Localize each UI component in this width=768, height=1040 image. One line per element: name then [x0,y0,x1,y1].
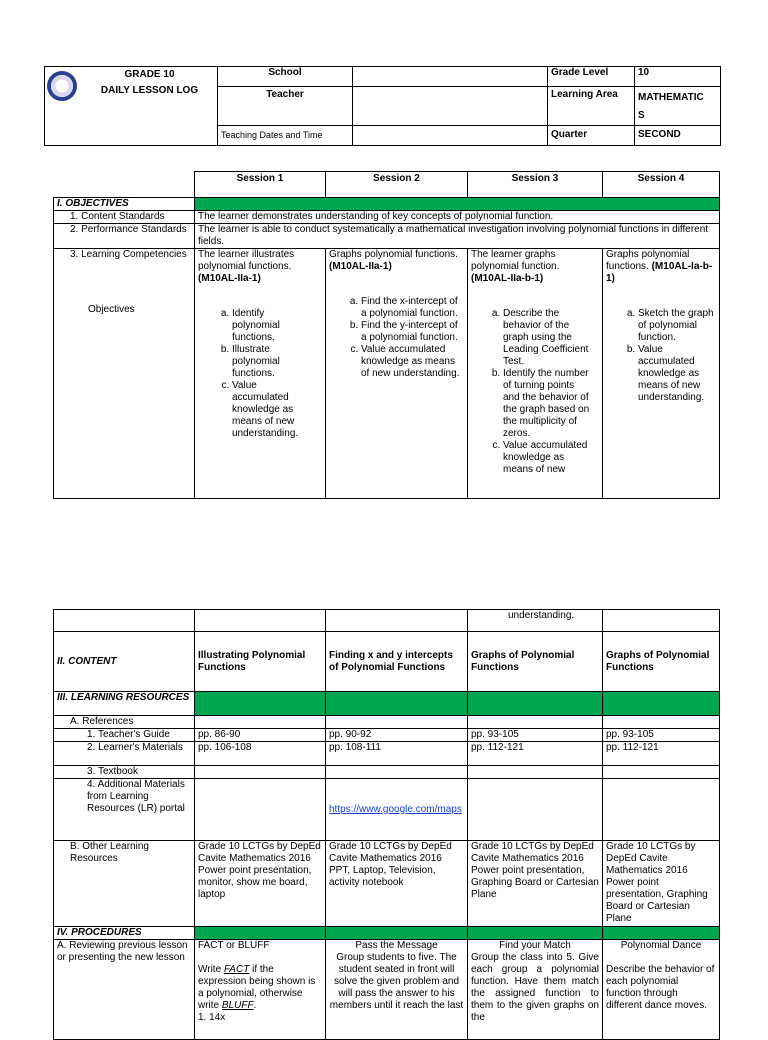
list-item: c. Value accumulated knowledge as means of new [503,440,593,476]
objectives-green-bar [195,198,720,211]
lm-4: pp. 112-121 [603,742,720,766]
competency-4-text: Graphs polynomial functions. [606,249,690,272]
objectives-table [53,171,720,499]
session-4-objectives [603,249,720,499]
additional-label: 4. Additional Materials from Learning Resources (LR) portal [54,779,195,841]
session-2-objectives [326,249,468,499]
list-item: b. Value accumulated knowledge as means of new understanding. [638,344,714,404]
lm-1: pp. 106-108 [195,742,326,766]
procedure-s4 [603,940,720,1040]
grade-level-label: Grade Level [548,67,635,87]
s4-title: Polynomial Dance [620,940,702,951]
learning-area-value-1: MATHEMATIC [638,92,704,103]
textbook-label: 3. Textbook [54,766,195,779]
list-item: b. Find the y-intercept of a polynomial function. [361,320,461,344]
procedures-heading: IV. PROCEDURES [54,927,195,940]
session-2-header: Session 2 [326,172,468,198]
objective-list-2 [329,296,461,380]
list-item: b. Identify the number of turning points and the behavior of the graph based on the multiplicity of zeros. [503,368,593,440]
objective-list-4 [606,308,714,404]
other-3: Grade 10 LCTGs by DepEd Cavite Mathematics 2016 Power point presentation, Graphing Board or Cartesian Plane [468,841,603,927]
objective-list-3 [471,308,593,476]
header-table [44,66,721,146]
dates-label: Teaching Dates and Time [218,126,353,146]
s1-mid: if the expression being shown is a polynomial, otherwise write [198,964,316,1011]
content-standards-label: 1. Content Standards [54,211,195,224]
teacher-value [353,87,548,126]
tg-1: pp. 86-90 [195,729,326,742]
competency-4 [606,249,716,285]
s1-item-1: 1. 14x [198,1012,226,1023]
grade-title: GRADE 10 [124,69,175,80]
continuation-text: understanding. [468,610,603,632]
other-1: Grade 10 LCTGs by DepEd Cavite Mathematics 2016 Power point presentation, monitor, show me board, laptop [195,841,326,927]
list-item: c. Value accumulated knowledge as means of new understanding. [361,344,461,380]
topic-4: Graphs of Polynomial Functions [603,632,720,692]
competency-3 [471,249,599,285]
lm-2: pp. 108-111 [326,742,468,766]
competency-2-text: Graphs polynomial functions. [329,249,458,260]
session-3-objectives [468,249,603,499]
grade-log-cell [45,67,218,146]
s1-fact: FACT [223,964,250,975]
session-1-header: Session 1 [195,172,326,198]
s1-text: Write FACT if the expression being shown is a polynomial, otherwise write BLUFF. [198,964,316,1011]
s1-write: Write [198,964,222,975]
tg-3: pp. 93-105 [468,729,603,742]
list-item: a. Identify polynomial functions. [232,308,312,344]
teacher-label: Teacher [218,87,353,126]
tg-label: 1. Teacher's Guide [54,729,195,742]
objective-list-1 [198,308,312,440]
competency-3-text: The learner graphs polynomial function. [471,249,560,272]
maps-link[interactable]: https://www.google.com/maps [329,803,462,815]
list-item: a. Find the x-intercept of a polynomial function. [361,296,461,320]
list-item: b. Illustrate polynomial functions. [232,344,312,380]
tg-2: pp. 90-92 [326,729,468,742]
procedure-s3 [468,940,603,1040]
log-title: DAILY LESSON LOG [100,85,199,96]
lm-3: pp. 112-121 [468,742,603,766]
s1-bluff: BLUFF [221,1000,254,1011]
references-label: A. References [54,716,195,729]
school-value [353,67,548,87]
content-standards-text: The learner demonstrates understanding of key concepts of polynomial function. [195,211,720,224]
s3-title: Find your Match [499,940,571,951]
competency-4-code: (M10AL-Ia-b-1) [606,261,713,284]
competency-3-code: (M10AL-IIa-b-1) [471,273,544,284]
learning-area-label: Learning Area [548,87,635,126]
procedure-a-label: A. Reviewing previous lesson or presenting the new lesson [54,940,195,1040]
s2-text: Group students to five. The student seated in front will solve the given problem and will pass the answer to his members until it reach the last [329,952,464,1011]
s3-text: Group the class into 5. Give each group a polynomial function. Have them match the assigned function to them to the given graphs on the [471,952,599,1023]
objectives-heading: I. OBJECTIVES [54,198,195,211]
list-item: a. Sketch the graph of polynomial function. [638,308,714,344]
learning-area-value-2: S [638,110,645,121]
competencies-label: 3. Learning Competencies [70,249,187,260]
session-4-header: Session 4 [603,172,720,198]
performance-label: 2. Performance Standards [54,224,195,249]
s1-title: FACT or BLUFF [198,940,270,951]
procedure-s2 [326,940,468,1040]
grade-level-value: 10 [635,67,721,87]
other-label: B. Other Learning Resources [54,841,195,927]
resources-heading: III. LEARNING RESOURCES [54,692,195,716]
lm-label: 2. Learner's Materials [54,742,195,766]
competency-1-code: (M10AL-IIa-1) [198,273,261,284]
list-item: c. Value accumulated knowledge as means of new understanding. [232,380,312,440]
session-3-header: Session 3 [468,172,603,198]
school-label: School [218,67,353,87]
session-1-objectives [195,249,326,499]
topic-3: Graphs of Polynomial Functions [468,632,603,692]
topic-1: Illustrating Polynomial Functions [195,632,326,692]
content-heading: II. CONTENT [54,632,195,692]
quarter-label: Quarter [548,126,635,146]
competency-2-code: (M10AL-IIa-1) [329,261,392,272]
content-procedures-table [53,609,720,1040]
other-2: Grade 10 LCTGs by DepEd Cavite Mathematics 2016 PPT, Laptop, Television, activity notebook [326,841,468,927]
s2-title: Pass the Message [355,940,438,951]
other-4: Grade 10 LCTGs by DepEd Cavite Mathematics 2016 Power point presentation, Graphing Board or Cartesian Plane [603,841,720,927]
procedure-s1 [195,940,326,1040]
competencies-cell [54,249,195,499]
tg-4: pp. 93-105 [603,729,720,742]
list-item: a. Describe the behavior of the graph using the Leading Coefficient Test. [503,308,593,368]
s4-text: Describe the behavior of each polynomial function through different dance moves. [606,964,715,1011]
dates-value [353,126,548,146]
competency-1 [198,249,322,285]
objectives-label: Objectives [88,304,135,315]
quarter-value: SECOND [635,126,721,146]
learning-area-value [635,87,721,126]
competency-1-text: The learner illustrates polynomial functions. [198,249,295,272]
competency-2 [329,249,464,273]
topic-2: Finding x and y intercepts of Polynomial Functions [326,632,468,692]
performance-text: The learner is able to conduct systematically a mathematical investigation involving polynomial functions in different fields. [195,224,720,249]
